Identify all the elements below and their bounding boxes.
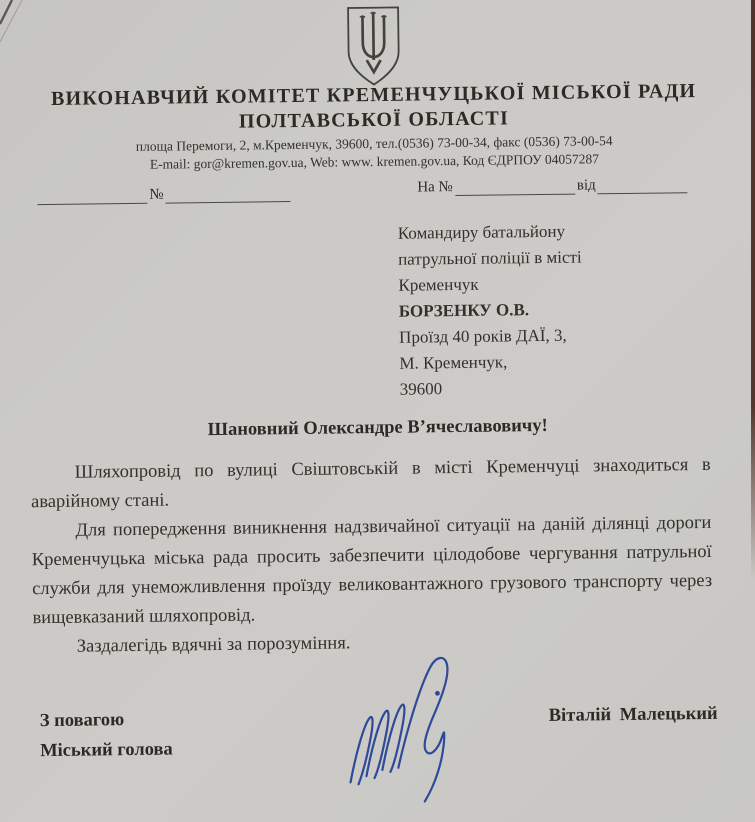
org-name-line2: ПОЛТАВСЬКОЇ ОБЛАСТІ — [238, 107, 510, 133]
org-name-line1: ВИКОНАВЧИЙ КОМІТЕТ КРЕМЕНЧУЦЬКОЇ МІСЬКОЇ РАДИ — [50, 80, 697, 110]
addressee-address-line: Проїзд 40 років ДАЇ, 3, — [398, 325, 567, 347]
signer-name: Віталій Малецький — [548, 703, 718, 726]
addressee-block — [398, 218, 584, 402]
outgoing-date-blank — [37, 188, 147, 205]
letter-body — [31, 451, 713, 662]
body-paragraph: Шляхопровід по вулиці Свіштовській в місті Кременчуці знаходиться в аварійному стані. — [30, 454, 711, 513]
incoming-date-blank — [598, 177, 688, 194]
outgoing-reference-line — [35, 185, 293, 205]
outgoing-number-blank — [166, 186, 291, 204]
addressee-line: Кременчук — [398, 274, 479, 295]
closing-respect-line: З повагою — [39, 710, 125, 732]
number-sign-label: № — [149, 186, 164, 203]
addressee-address-line: М. Кременчук, — [399, 352, 508, 373]
salutation-line: Шановний Олександре В’ячеславовичу! — [207, 415, 548, 441]
incoming-number-blank — [455, 179, 575, 196]
closing-signature-block — [40, 705, 173, 767]
incoming-reference-line — [417, 176, 690, 196]
trident-coat-of-arms-icon — [335, 5, 412, 90]
incoming-date-label: від — [576, 177, 596, 194]
addressee-name: БОРЗЕНКУ О.В. — [398, 300, 530, 321]
addressee-line: Командиру батальйону — [397, 221, 566, 243]
incoming-number-label: На № — [417, 179, 453, 196]
handwritten-signature — [333, 649, 485, 809]
addressee-address-line: 39600 — [399, 379, 443, 399]
org-address-line: площа Перемоги, 2, м.Кременчук, 39600, тел.(0536) 73-00-34, факс (0536) 73-00-54 — [135, 133, 613, 154]
body-paragraph: Заздалегідь вдячні за порозуміння. — [76, 633, 351, 657]
org-contact-line: E-mail: gor@kremen.gov.ua, Web: www. kremen.gov.ua, Код ЄДРПОУ 04057287 — [149, 151, 600, 172]
addressee-line: патрульної поліції в місті — [398, 247, 582, 269]
body-paragraph: Для попередження виникнення надзвичайної ситуації на даній ділянці дороги Кременчуцька міська рада просить забезпечити цілодобове чергування патрульної служби для унеможливлення проїзду великовантажного грузового транспорту через вищевказаний шляхопровід. — [31, 512, 713, 629]
closing-title-line: Міський голова — [40, 739, 173, 762]
